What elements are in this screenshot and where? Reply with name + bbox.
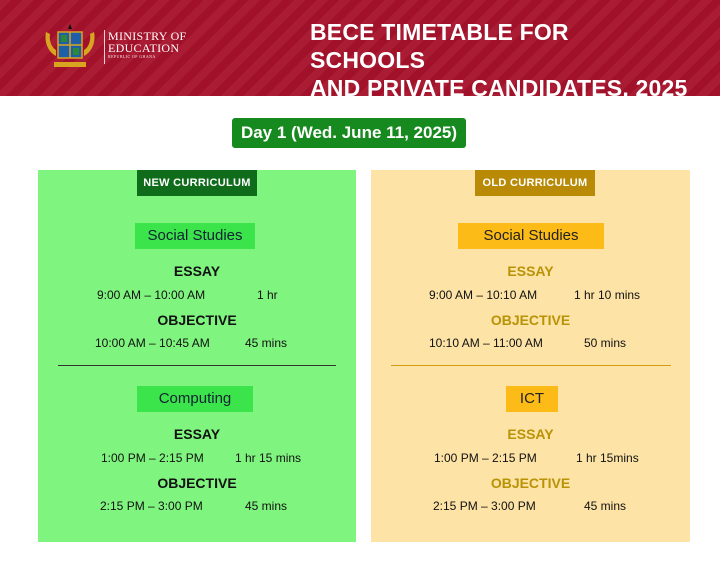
objective-time: 10:10 AM – 11:00 AM (429, 336, 543, 350)
essay-duration: 1 hr 15 mins (235, 451, 302, 465)
essay-label: ESSAY (507, 263, 554, 279)
coat-of-arms-icon (42, 22, 98, 72)
old-curriculum-panel (371, 170, 690, 542)
objective-label: OBJECTIVE (157, 475, 237, 491)
objective-label: OBJECTIVE (490, 312, 571, 328)
page-title (310, 18, 690, 102)
ministry-line2: EDUCATION (108, 41, 180, 55)
essay-label: ESSAY (173, 426, 221, 442)
subject-label: ICT (506, 386, 558, 412)
essay-time: 9:00 AM – 10:00 AM (97, 288, 206, 302)
essay-duration: 1 hr 15mins (576, 451, 639, 465)
essay-time: 9:00 AM – 10:10 AM (429, 288, 538, 302)
title-line2: AND PRIVATE CANDIDATES, 2025 (310, 75, 688, 101)
title-line1: BECE TIMETABLE FOR SCHOOLS (310, 19, 569, 73)
objective-duration: 45 mins (245, 336, 288, 350)
essay-duration: 1 hr (257, 288, 278, 302)
objective-time: 10:00 AM – 10:45 AM (95, 336, 210, 350)
section-divider (58, 365, 336, 366)
subject-label: Social Studies (135, 223, 255, 249)
essay-duration: 1 hr 10 mins (574, 288, 641, 302)
section-divider (391, 365, 671, 366)
old-curriculum-tag: OLD CURRICULUM (475, 170, 595, 196)
objective-time: 2:15 PM – 3:00 PM (433, 499, 536, 513)
objective-time: 2:15 PM – 3:00 PM (100, 499, 203, 513)
objective-duration: 45 mins (245, 499, 288, 513)
ministry-line1: MINISTRY OF (108, 29, 187, 43)
essay-time: 1:00 PM – 2:15 PM (101, 451, 204, 465)
new-curriculum-panel (38, 170, 356, 542)
ministry-line3: REPUBLIC OF GHANA (108, 54, 156, 59)
objective-duration: 50 mins (584, 336, 627, 350)
subject-label: Computing (137, 386, 253, 412)
new-curriculum-tag: NEW CURRICULUM (137, 170, 257, 196)
essay-label: ESSAY (173, 263, 221, 279)
subject-label: Social Studies (458, 223, 604, 249)
header-banner (0, 0, 720, 101)
objective-label: OBJECTIVE (157, 312, 237, 328)
day-badge: Day 1 (Wed. June 11, 2025) (232, 118, 466, 148)
essay-time: 1:00 PM – 2:15 PM (434, 451, 537, 465)
essay-label: ESSAY (507, 426, 554, 442)
ministry-logo-text (108, 30, 187, 60)
logo-divider (104, 30, 105, 64)
objective-label: OBJECTIVE (490, 475, 571, 491)
objective-duration: 45 mins (584, 499, 627, 513)
